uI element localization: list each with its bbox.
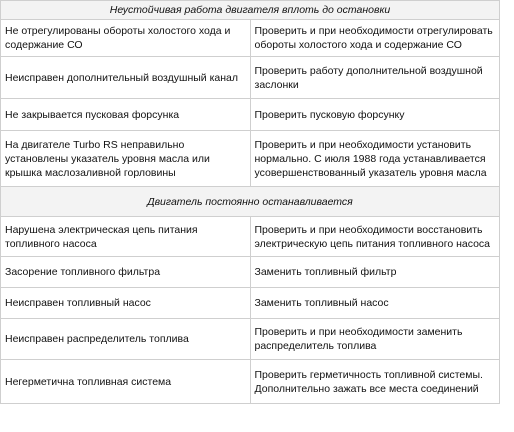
cause-cell: Нарушена электрическая цепь питания топливного насоса xyxy=(1,217,251,257)
table-row xyxy=(1,131,500,187)
section-header xyxy=(1,187,500,217)
remedy-cell: Проверить пусковую форсунку xyxy=(250,99,500,131)
table-row xyxy=(1,257,500,288)
cause-cell: Не закрывается пусковая форсунка xyxy=(1,99,251,131)
section-title: Неустойчивая работа двигателя вплоть до остановки xyxy=(1,1,500,20)
table-row xyxy=(1,57,500,99)
remedy-cell: Заменить топливный фильтр xyxy=(250,257,500,288)
remedy-cell: Заменить топливный насос xyxy=(250,288,500,319)
cause-cell: Засорение топливного фильтра xyxy=(1,257,251,288)
table-row xyxy=(1,288,500,319)
table-row xyxy=(1,20,500,57)
cause-cell: Неисправен топливный насос xyxy=(1,288,251,319)
table-row xyxy=(1,217,500,257)
remedy-cell: Проверить и при необходимости отрегулировать обороты холостого хода и содержание СО xyxy=(250,20,500,57)
remedy-cell: Проверить герметичность топливной системы. Дополнительно зажать все места соединений xyxy=(250,360,500,404)
remedy-cell: Проверить и при необходимости заменить распределитель топлива xyxy=(250,319,500,360)
cause-cell: Неисправен распределитель топлива xyxy=(1,319,251,360)
table-row xyxy=(1,99,500,131)
section-header xyxy=(1,1,500,20)
cause-cell: Неисправен дополнительный воздушный канал xyxy=(1,57,251,99)
table-row xyxy=(1,319,500,360)
cause-cell: Не отрегулированы обороты холостого хода и содержание СО xyxy=(1,20,251,57)
cause-cell: На двигателе Turbo RS неправильно установлены указатель уровня масла или крышка маслозаливной горловины xyxy=(1,131,251,187)
remedy-cell: Проверить и при необходимости установить нормально. С июля 1988 года устанавливается усовершенствованный указатель уровня масла xyxy=(250,131,500,187)
section-title: Двигатель постоянно останавливается xyxy=(1,187,500,217)
cause-cell: Негерметична топливная система xyxy=(1,360,251,404)
remedy-cell: Проверить и при необходимости восстановить электрическую цепь питания топливного насоса xyxy=(250,217,500,257)
table-row xyxy=(1,360,500,404)
remedy-cell: Проверить работу дополнительной воздушной заслонки xyxy=(250,57,500,99)
